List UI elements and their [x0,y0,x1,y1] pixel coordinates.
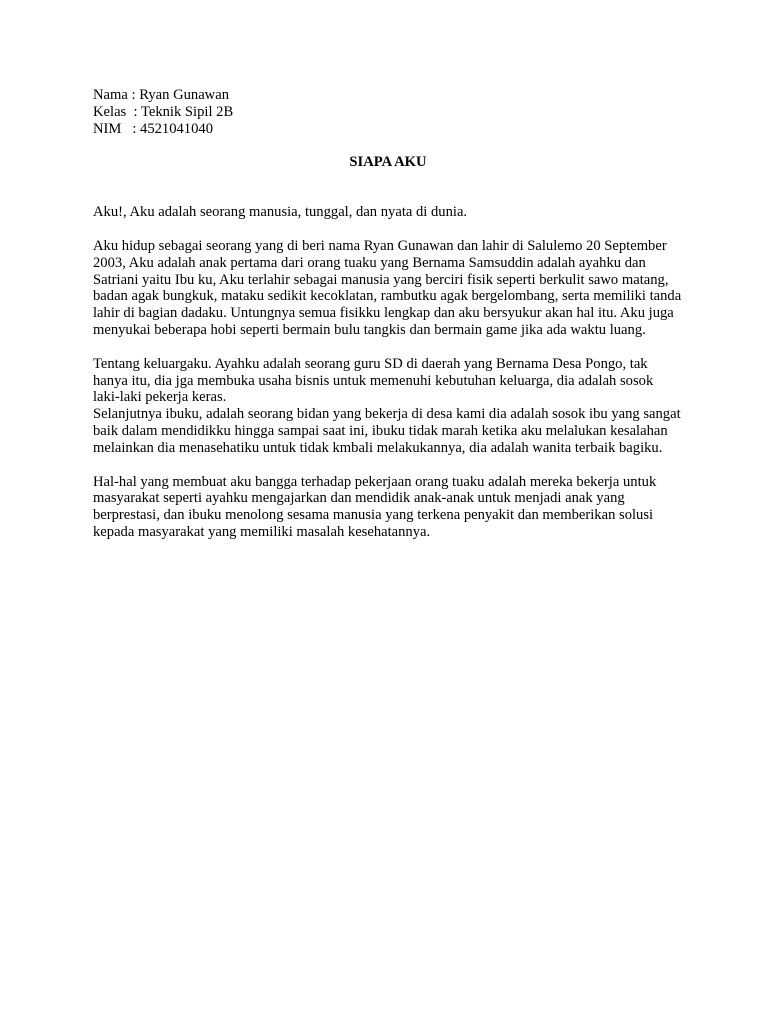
essay-title: SIAPA AKU [349,154,427,171]
student-class: Kelas : Teknik Sipil 2B [93,103,234,120]
paragraph-mother: Selanjutnya ibuku, adalah seorang bidan yang bekerja di desa kami dia adalah sosok ibu yang sangat baik dalam mendidikku hingga sampai saat ini, ibuku tidak marah ketika aku melalukan kesalahan melainkan dia menasehatiku untuk tidak kmbali melakukannya, dia adalah wanita terbaik bagiku. [93,406,681,456]
paragraph-intro: Aku!, Aku adalah seorang manusia, tunggal, dan nyata di dunia. [93,204,468,221]
paragraph-father: Tentang keluargaku. Ayahku adalah seorang guru SD di daerah yang Bernama Desa Pongo, tak hanya itu, dia jga membuka usaha bisnis untuk memenuhi kebutuhan keluarga, dia adalah sosok laki-laki pekerja keras. [93,355,654,406]
document-page [93,87,683,541]
paragraph-about-me: Aku hidup sebagai seorang yang di beri nama Ryan Gunawan dan lahir di Salulemo 20 September 2003, Aku adalah anak pertama dari orang tuaku yang Bernama Samsuddin adalah ayahku dan Satriani yaitu Ibu ku, Aku terlahir sebagai manusia yang berciri fisik seperti berkulit sawo matang, badan agak bungkuk, mataku sedikit kecoklatan, rambutku agak bergelombang, serta memiliki tanda lahir di bagian dadaku. Untungnya semua fisikku lengkap dan aku bersyukur akan hal itu. Aku juga menyukai beberapa hobi seperti bermain bulu tangkis dan bermain game jika ada waktu luang. [93,237,682,338]
student-name: Nama : Ryan Gunawan [93,87,229,103]
paragraph-pride: Hal-hal yang membuat aku bangga terhadap pekerjaan orang tuaku adalah mereka bekerja untuk masyarakat seperti ayahku mengajarkan dan mendidik anak-anak untuk menjadi anak yang berprestasi, dan ibuku menolong sesama manusia yang terkena penyakit dan memberikan solusi kepada masyarakat yang memiliki masalah kesehatannya. [93,473,657,540]
student-nim: NIM : 4521041040 [93,120,213,137]
